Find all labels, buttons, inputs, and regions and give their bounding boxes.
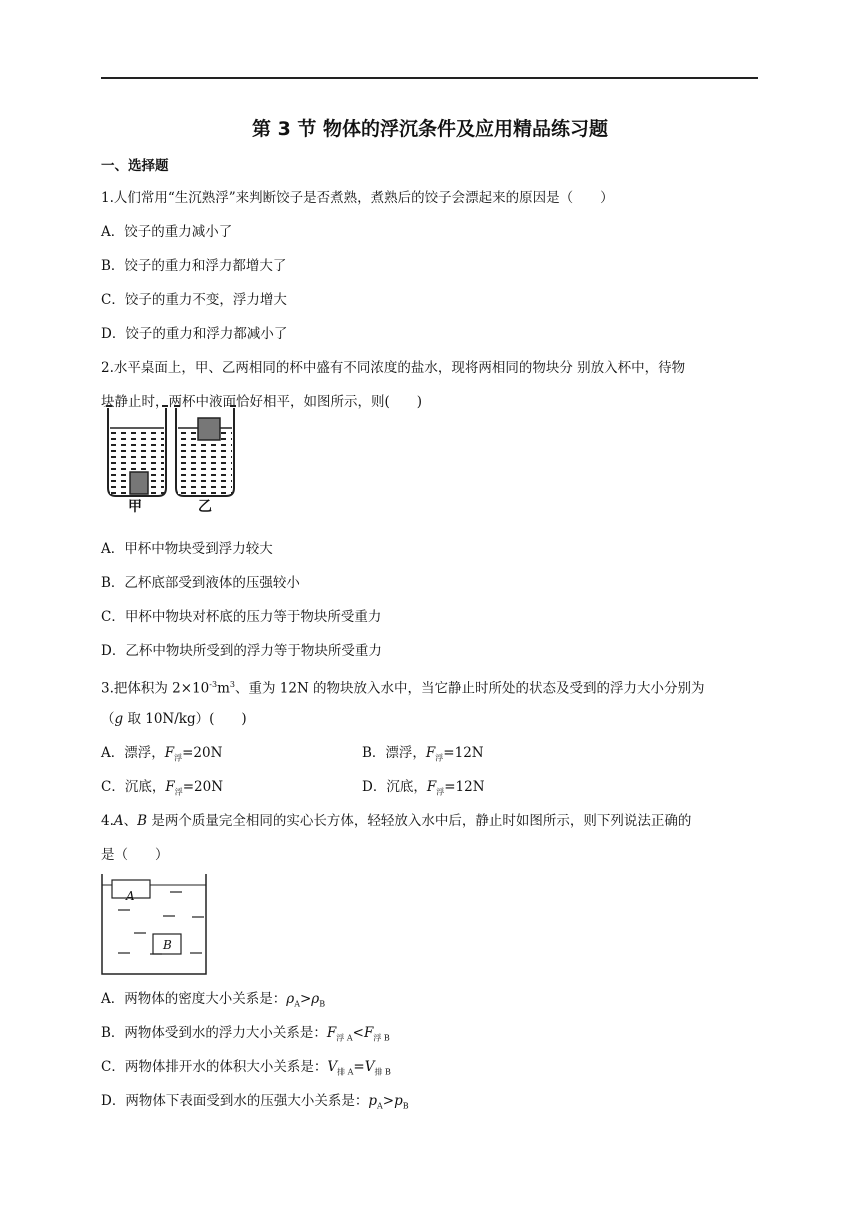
q4-option-b: B．两物体受到水的浮力大小关系是：$F_{浮 A}<F_{浮 B}$ (101, 1025, 390, 1043)
block-jia (130, 472, 148, 494)
q4-option-d: D．两物体下表面受到水的压强大小关系是：$p_A>p_B$ (101, 1093, 409, 1111)
fig-label-jia: 甲 (128, 499, 142, 515)
q2-option-b: B．乙杯底部受到液体的压强较小 (101, 575, 300, 591)
q4-container-figure (100, 872, 212, 978)
q3-option-c: C．沉底，$F_浮=20N$ (101, 779, 224, 797)
block-yi (198, 418, 220, 440)
fig-label-a: A (126, 889, 135, 903)
q4-stem-line1: 4.A、B 是两个质量完全相同的实心长方体，轻轻放入水中后，静止时如图所示，则下列说法正确的 (101, 813, 692, 829)
q1-option-d: D．饺子的重力和浮力都减小了 (101, 326, 288, 342)
q1-option-c: C．饺子的重力不变，浮力增大 (101, 292, 287, 308)
q1-stem: 1.人们常用“生沉熟浮”来判断饺子是否煮熟，煮熟后的饺子会漂起来的原因是（ ） (101, 190, 614, 206)
q3-stem-line2: （g 取 10N/kg）( ) (101, 711, 247, 727)
q1-option-a: A．饺子的重力减小了 (101, 224, 233, 240)
q3-option-b: B．漂浮，$F_浮=12N$ (362, 745, 484, 763)
q2-option-a: A．甲杯中物块受到浮力较大 (101, 541, 273, 557)
fig-label-b: B (163, 938, 172, 952)
q1-option-b: B．饺子的重力和浮力都增大了 (101, 258, 287, 274)
header-rule (101, 77, 758, 79)
fig-label-yi: 乙 (198, 499, 212, 515)
q2-beaker-figure (100, 400, 240, 520)
q2-stem-line1: 2.水平桌面上，甲、乙两相同的杯中盛有不同浓度的盐水，现将两相同的物块分 别放入杯中，待物 (101, 360, 686, 376)
beaker-yi (174, 406, 236, 496)
q4-stem-line2: 是（ ） (101, 847, 169, 863)
q4-option-a: A．两物体的密度大小关系是：$\rho_A>\rho_B$ (101, 991, 326, 1009)
q2-option-d: D．乙杯中物块所受到的浮力等于物块所受重力 (101, 643, 382, 659)
q3-option-d: D．沉底，$F_浮=12N$ (362, 779, 485, 797)
q2-option-c: C．甲杯中物块对杯底的压力等于物块所受重力 (101, 609, 382, 625)
beaker-jia (106, 406, 168, 496)
q4-option-c: C．两物体排开水的体积大小关系是：$V_{排 A}=V_{排 B}$ (101, 1059, 391, 1077)
q2-stem-line2: 块静止时，两杯中液面恰好相平，如图所示，则( ) (101, 394, 423, 410)
q3-stem-line1: 3.把体积为 $2\times 10^{-3}m^3$、重为 12N 的物块放入水中，当它静止时所处的状态及受到的浮力大小分别为 (101, 680, 705, 697)
q3-option-a: A．漂浮，$F_浮=20N$ (101, 745, 223, 763)
page-title: 第 3 节 物体的浮沉条件及应用精品练习题 (251, 118, 609, 140)
section-heading: 一、选择题 (101, 158, 169, 174)
